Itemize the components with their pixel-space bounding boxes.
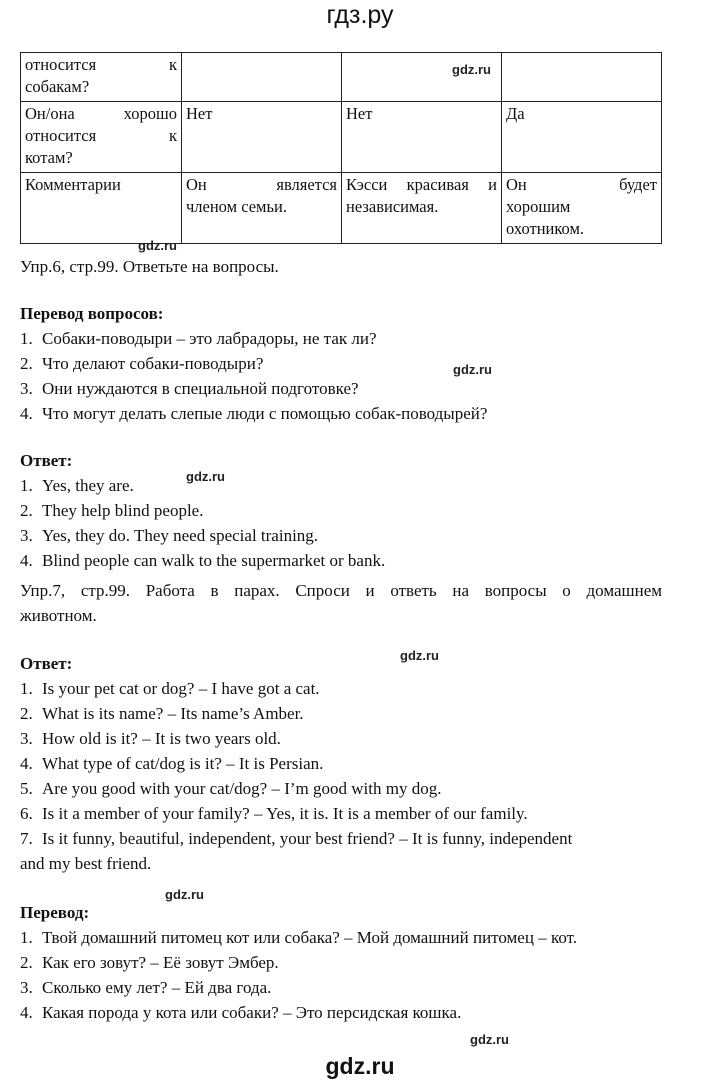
cell-word: и [488, 175, 497, 194]
list-item-text: Собаки-поводыри – это лабрадоры, не так ли? [42, 329, 377, 348]
watermark: gdz.ru [452, 62, 491, 77]
list-item: 2. They help blind people. [20, 498, 662, 523]
list-item-text: What is its name? – Its name’s Amber. [42, 704, 304, 723]
list-item: 1. Собаки-поводыри – это лабрадоры, не так ли? [20, 326, 662, 351]
list-item: 2. Что делают собаки-поводыри? [20, 351, 662, 376]
list-item-text: Yes, they are. [42, 476, 134, 495]
list-item: 1. Yes, they are. [20, 473, 662, 498]
list-item: 5. Are you good with your cat/dog? – I’m good with my dog. [20, 776, 662, 801]
list-item-text: Is your pet cat or dog? – I have got a cat. [42, 679, 320, 698]
table-cell: Нет [182, 102, 342, 173]
watermark: gdz.ru [400, 648, 439, 663]
list-item-text: Твой домашний питомец кот или собака? – Мой домашний питомец – кот. [42, 928, 578, 947]
cell-line [25, 103, 177, 125]
cell-word: Кэсси [346, 175, 388, 194]
spacer [20, 279, 662, 301]
watermark: gdz.ru [138, 238, 177, 253]
exercise-7 [20, 578, 662, 1025]
spacer [20, 426, 662, 448]
list-item: 6. Is it a member of your family? – Yes, it is. It is a member of our family. [20, 801, 662, 826]
pet-comparison-table [20, 52, 662, 244]
table-cell [21, 102, 182, 173]
exercise-6 [20, 254, 662, 573]
cell-word: относится [25, 55, 97, 74]
table-cell: Комментарии [21, 173, 182, 244]
spacer [20, 876, 662, 900]
cell-word: будет [619, 175, 657, 194]
cell-word: к [168, 126, 177, 145]
list-item-text: Как его зовут? – Её зовут Эмбер. [42, 953, 279, 972]
list-item: 3. Yes, they do. They need special training. [20, 523, 662, 548]
cell-word: красивая [406, 175, 469, 194]
cell-word: Он [506, 175, 527, 194]
list-item: 1. Is your pet cat or dog? – I have got a cat. [20, 676, 662, 701]
list-item: 3. How old is it? – It is two years old. [20, 726, 662, 751]
list-item: 1. Твой домашний питомец кот или собака? – Мой домашний питомец – кот. [20, 925, 662, 950]
cell-line [346, 174, 497, 196]
exercise-title: Упр.6, стр.99. Ответьте на вопросы. [20, 257, 279, 276]
cell-word: хорошо [123, 104, 177, 123]
list-item-text: Is it funny, beautiful, independent, your best friend? – It is funny, independent [42, 829, 573, 848]
list-item-text: Что делают собаки-поводыри? [42, 354, 264, 373]
cell-word: относится [25, 126, 97, 145]
section-heading: Ответ: [20, 451, 73, 470]
site-footer[interactable]: gdz.ru [325, 1053, 395, 1079]
list-item: 3. Сколько ему лет? – Ей два года. [20, 975, 662, 1000]
list-item: 7. Is it funny, beautiful, independent, your best friend? – It is funny, independent [20, 826, 662, 851]
cell-word: Он/она [25, 104, 75, 123]
table-cell [182, 53, 342, 102]
watermark: gdz.ru [470, 1032, 509, 1047]
list-item: 4. What type of cat/dog is it? – It is Persian. [20, 751, 662, 776]
site-header[interactable]: гдз.ру [326, 1, 394, 29]
watermark: gdz.ru [453, 362, 492, 377]
section-heading: Перевод: [20, 903, 90, 922]
list-item: 4. Какая порода у кота или собаки? – Это персидская кошка. [20, 1000, 662, 1025]
table-cell: Нет [342, 102, 502, 173]
list-item-text: Сколько ему лет? – Ей два года. [42, 978, 272, 997]
list-item-text: They help blind people. [42, 501, 204, 520]
cell-line: независимая. [346, 197, 439, 216]
table-cell [182, 173, 342, 244]
table-cell [21, 53, 182, 102]
list-item: 2. Как его зовут? – Её зовут Эмбер. [20, 950, 662, 975]
spacer [20, 628, 662, 651]
list-item-text: Какая порода у кота или собаки? – Это персидская кошка. [42, 1003, 462, 1022]
watermark: gdz.ru [186, 469, 225, 484]
list-item: 3. Они нуждаются в специальной подготовке? [20, 376, 662, 401]
list-item: 4. Blind people can walk to the supermarket or bank. [20, 548, 662, 573]
watermark: gdz.ru [165, 887, 204, 902]
exercise-title: Упр.7, стр.99. Работа в парах. Спроси и ответь на вопросы о домашнем [20, 581, 662, 600]
table-row [21, 53, 662, 102]
cell-line [25, 125, 177, 147]
section-heading: Перевод вопросов: [20, 304, 164, 323]
list-item-text: Are you good with your cat/dog? – I’m good with my dog. [42, 779, 442, 798]
cell-line: хорошим [506, 197, 571, 216]
cell-line [186, 174, 337, 196]
list-item-text: Blind people can walk to the supermarket or bank. [42, 551, 386, 570]
list-item-text: Yes, they do. They need special training. [42, 526, 319, 545]
section-heading: Ответ: [20, 654, 73, 673]
list-item: 2. What is its name? – Its name’s Amber. [20, 701, 662, 726]
table-cell [342, 173, 502, 244]
cell-line: охотником. [506, 219, 585, 238]
list-item-text: What type of cat/dog is it? – It is Persian. [42, 754, 324, 773]
cell-line [25, 54, 177, 76]
cell-line: членом семьи. [186, 197, 287, 216]
table-row [21, 173, 662, 244]
list-item-text: How old is it? – It is two years old. [42, 729, 281, 748]
list-item-text: Они нуждаются в специальной подготовке? [42, 379, 359, 398]
cell-line: собакам? [25, 77, 90, 96]
cell-word: является [276, 175, 337, 194]
table-cell [502, 173, 662, 244]
cell-line: котам? [25, 148, 73, 167]
exercise-title-cont: животном. [20, 606, 97, 625]
cell-word: Он [186, 175, 207, 194]
cell-text [25, 54, 177, 76]
list-item: 4. Что могут делать слепые люди с помощью собак-поводырей? [20, 401, 662, 426]
table-cell: Да [502, 102, 662, 173]
list-item-cont: and my best friend. [20, 854, 152, 873]
table-cell [342, 53, 502, 102]
cell-line [506, 174, 657, 196]
list-item-text: Is it a member of your family? – Yes, it is. It is a member of our family. [42, 804, 528, 823]
cell-word: к [168, 55, 177, 74]
table-row [21, 102, 662, 173]
list-item-text: Что могут делать слепые люди с помощью собак-поводырей? [42, 404, 488, 423]
table-cell [502, 53, 662, 102]
